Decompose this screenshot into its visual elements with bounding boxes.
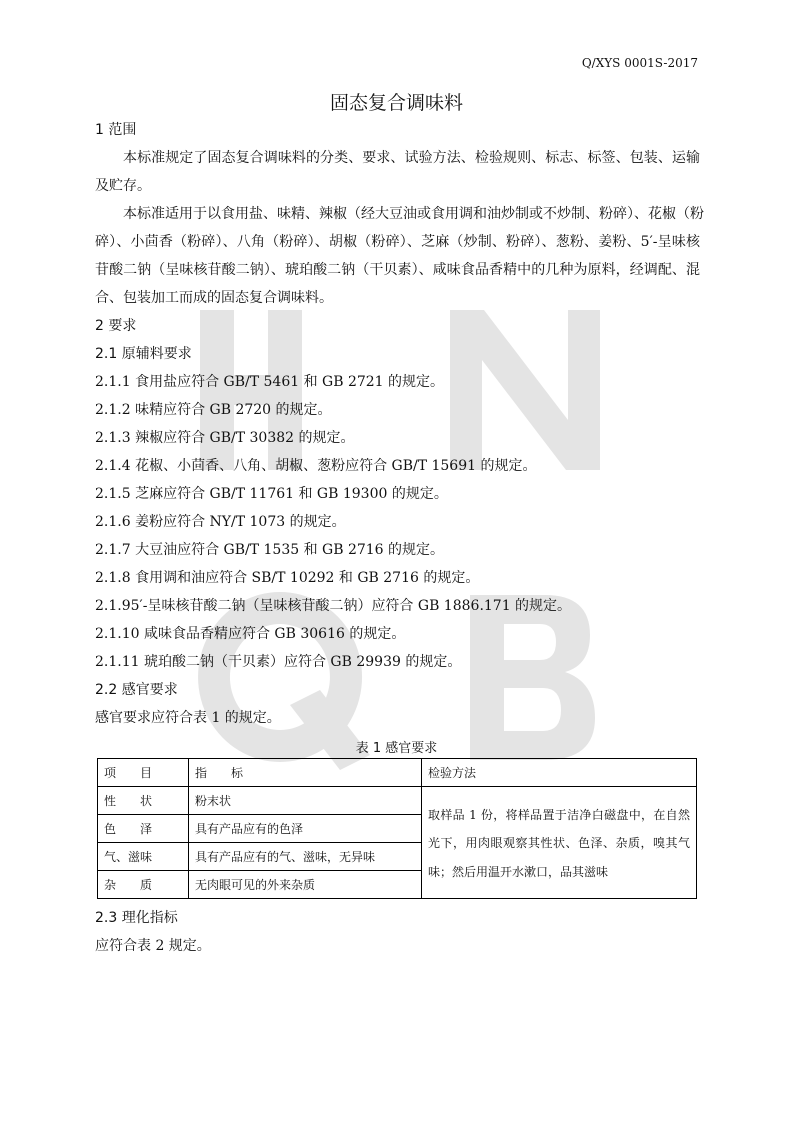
list-item: 2.1.95′-呈味核苷酸二钠（呈味核苷酸二钠）应符合 GB 1886.171 的规定。 xyxy=(95,598,572,614)
list-item: 2.1.6 姜粉应符合 NY/T 1073 的规定。 xyxy=(95,514,346,530)
table-caption: 表 1 感官要求 xyxy=(355,741,438,756)
subsection-heading: 2.1 原辅料要求 xyxy=(95,346,192,362)
paragraph-line: 合、包装加工而成的固态复合调味料。 xyxy=(95,290,333,306)
paragraph-line: 感官要求应符合表 1 的规定。 xyxy=(95,710,281,726)
list-item: 2.1.3 辣椒应符合 GB/T 30382 的规定。 xyxy=(95,430,355,446)
section-heading: 1 范围 xyxy=(95,122,137,138)
table-header-row xyxy=(98,759,697,787)
list-item: 2.1.2 味精应符合 GB 2720 的规定。 xyxy=(95,402,332,418)
table-cell: 无肉眼可见的外来杂质 xyxy=(189,871,422,899)
header-cell: 指 标 xyxy=(189,759,422,787)
document-number: Q/XYS 0001S-2017 xyxy=(581,56,698,70)
list-item: 2.1.1 食用盐应符合 GB/T 5461 和 GB 2721 的规定。 xyxy=(95,374,445,390)
table-cell: 气、滋味 xyxy=(98,843,189,871)
header-cell: 检验方法 xyxy=(422,759,697,787)
paragraph-line: 本标准规定了固态复合调味料的分类、要求、试验方法、检验规则、标志、标签、包装、运输 xyxy=(123,150,700,166)
paragraph-line: 本标准适用于以食用盐、味精、辣椒（经大豆油或食用调和油炒制或不炒制、粉碎）、花椒（粉 xyxy=(123,206,704,222)
table-cell: 性 状 xyxy=(98,787,189,815)
list-item: 2.1.7 大豆油应符合 GB/T 1535 和 GB 2716 的规定。 xyxy=(95,542,445,558)
watermark-letter-b xyxy=(470,595,595,760)
subsection-heading: 2.2 感官要求 xyxy=(95,682,178,698)
table-cell: 粉末状 xyxy=(189,787,422,815)
method-cell: 取样品 1 份，将样品置于洁净白磁盘中，在自然光下，用肉眼观察其性状、色泽、杂质，嗅其气味；然后用温开水漱口，品其滋味 xyxy=(422,787,697,899)
table-cell: 色 泽 xyxy=(98,815,189,843)
paragraph-line: 及贮存。 xyxy=(95,178,151,194)
header-cell: 项 目 xyxy=(98,759,189,787)
table-cell: 杂 质 xyxy=(98,871,189,899)
list-item: 2.1.11 琥珀酸二钠（干贝素）应符合 GB 29939 的规定。 xyxy=(95,654,462,670)
table-row xyxy=(98,787,697,815)
list-item: 2.1.4 花椒、小茴香、八角、胡椒、葱粉应符合 GB/T 15691 的规定。 xyxy=(95,458,537,474)
subsection-heading: 2.3 理化指标 xyxy=(95,910,178,926)
section-heading: 2 要求 xyxy=(95,318,137,334)
sensory-table xyxy=(97,758,697,899)
paragraph-line: 碎）、小茴香（粉碎）、八角（粉碎）、胡椒（粉碎）、芝麻（炒制、粉碎）、葱粉、姜粉、5′-呈味核 xyxy=(95,234,700,250)
list-item: 2.1.5 芝麻应符合 GB/T 11761 和 GB 19300 的规定。 xyxy=(95,486,448,502)
list-item: 2.1.10 咸味食品香精应符合 GB 30616 的规定。 xyxy=(95,626,406,642)
table-cell: 具有产品应有的气、滋味，无异味 xyxy=(189,843,422,871)
paragraph-line: 应符合表 2 规定。 xyxy=(95,938,211,954)
table-cell: 具有产品应有的色泽 xyxy=(189,815,422,843)
page-title: 固态复合调味料 xyxy=(329,92,463,114)
paragraph-line: 苷酸二钠（呈味核苷酸二钠）、琥珀酸二钠（干贝素）、咸味食品香精中的几种为原料，经调配、混 xyxy=(95,262,700,278)
list-item: 2.1.8 食用调和油应符合 SB/T 10292 和 GB 2716 的规定。 xyxy=(95,570,480,586)
